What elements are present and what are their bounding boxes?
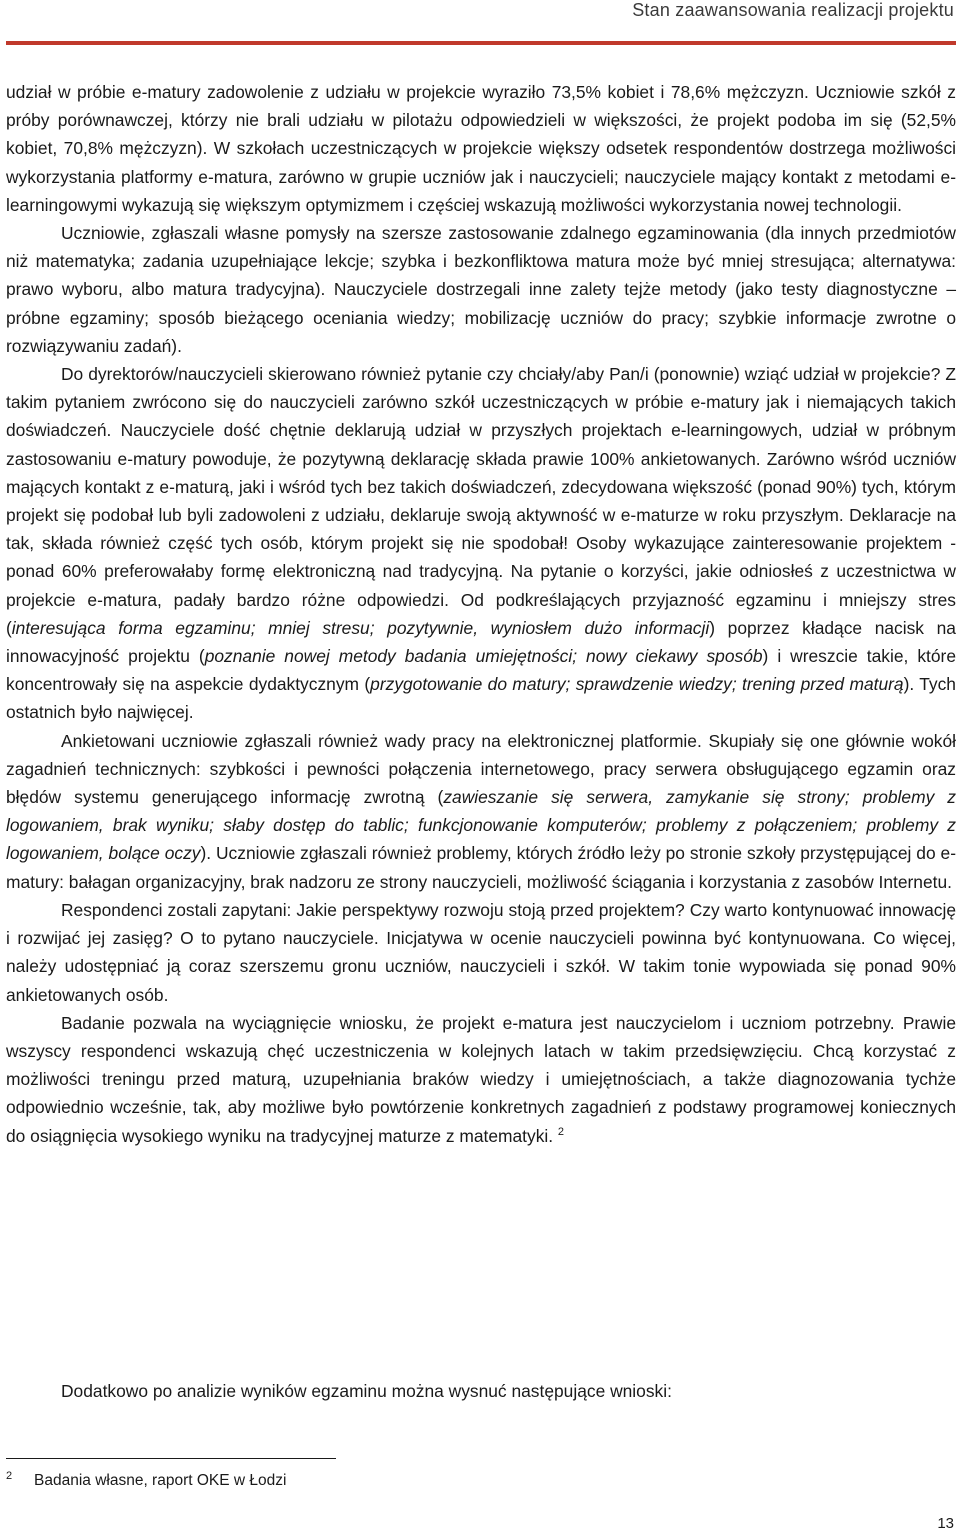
- text-run: Do dyrektorów/nauczycieli skierowano również pytanie czy chciały/aby Pan/i (ponownie) wziąć udział w projekcie? Z takim pytaniem zwrócono się do nauczycieli zarówno szkół uczestniczących w próbie e-matury jak i niemających takich doświadczeń. Nauczyciele dość chętnie deklarują udział w przyszłych projektach e-learningowych, udział w próbnym zastosowaniu e-matury powoduje, że pozytywną deklarację składa prawie 100% ankietowanych. Zarówno wśród uczniów mających kontakt z e-maturą, jaki i wśród tych bez takich doświadczeń, zdecydowana większość (ponad 90%) tych, którym projekt się podobał lub byli zadowoleni z udziału, deklaruje swoją aktywność w e-maturze w roku przyszłym. Deklaracje na tak, składa również część tych osób, którym projekt się nie spodobał! Osoby wykazujące zainteresowanie projektem - ponad 60% preferowałaby formę elektroniczną nad tradycyjną. Na pytanie o korzyści, jakie odniosłeś z uczestnictwa w projekcie e-matura, padały bardzo różne odpowiedzi. Od podkreślających przyjazność egzaminu i mniejszy stres (: [6, 364, 956, 638]
- italic-quote: zawieszanie się serwera, zamykanie się strony; problemy z logowaniem, brak wyniku; słaby dostęp do tablic; funkcjonowanie komputerów; problemy z połączeniem; problemy z logowaniem, bolące oczy: [6, 787, 956, 864]
- page-number: 13: [937, 1515, 954, 1532]
- italic-quote: poznanie nowej metody badania umiejętności; nowy ciekawy sposób: [204, 646, 763, 667]
- text-run: ). Uczniowie zgłaszali również problemy, których źródło leży po stronie szkoły przystępującej do e-matury: bałagan organizacyjny, brak nadzoru ze strony nauczycieli, możliwość ściągania i korzystania z zasobów Internetu.: [6, 843, 956, 892]
- running-header: Stan zaawansowania realizacji projektu: [632, 0, 954, 20]
- text-run: ) poprzez kładące nacisk na innowacyjność projektu (: [6, 617, 956, 667]
- text-run: Badanie pozwala na wyciągnięcie wniosku, że projekt e-matura jest nauczycielom i uczniom potrzebny. Prawie wszyscy respondenci wskazują chęć uczestniczenia w kolejnych latach w takim przedsięwzięciu. Chcą korzystać z możliwości treningu przed maturą, uzupełniania braków wiedzy i umiejętnościach, a także diagnozowania tychże odpowiednio wcześnie, tak, aby możliwe było powtórzenie konkretnych zagadnień z podstawy programowej koniecznych do osiągnięcia wysokiego wyniku na tradycyjnej maturze z matematyki.: [6, 1012, 956, 1146]
- header-rule: [6, 41, 956, 45]
- footnote-reference: 2: [557, 1125, 565, 1138]
- text-run: udział w próbie e-matury zadowolenie z udziału w projekcie wyraziło 73,5% kobiet i 78,6% mężczyzn. Uczniowie szkół z próby porównawczej, którzy nie brali udziału w pilotażu odpowiedzieli w większości, że projekt podoba im się (52,5% kobiet, 70,8% mężczyzn). W szkołach uczestniczących w projekcie większy odsetek respondentów dostrzega możliwości wykorzystania platformy e-matura, zarówno w grupie uczniów jak i nauczycieli; nauczyciele mający kontakt z metodami e-learningowymi wykazują się większym optymizmem i częściej wskazują możliwości wykorzystania nowej technologii.: [6, 82, 956, 215]
- footnote-text: Badania własne, raport OKE w Łodzi: [34, 1472, 287, 1489]
- paragraph: [6, 896, 956, 1009]
- body-text: [6, 78, 956, 1150]
- conclusion-lead: Dodatkowo po analizie wyników egzaminu można wysnuć następujące wnioski:: [61, 1381, 672, 1401]
- paragraph: [6, 727, 956, 896]
- paragraph: [6, 360, 956, 727]
- footnote-separator: [6, 1458, 336, 1459]
- italic-quote: interesująca forma egzaminu; mniej stresu; pozytywnie, wyniosłem dużo informacji: [11, 617, 710, 638]
- text-run: ). Tych ostatnich było najwięcej.: [6, 674, 956, 723]
- paragraph: [6, 78, 956, 219]
- paragraph: [6, 219, 956, 360]
- text-run: ) i wreszcie takie, które koncentrowały się na aspekcie dydaktycznym (: [6, 646, 956, 695]
- text-run: Respondenci zostali zapytani: Jakie perspektywy rozwoju stoją przed projektem? Czy warto kontynuować innowację i rozwijać jej zasięg? O to pytano nauczyciele. Inicjatywa w ocenie nauczycieli powinna być kontynuowana. Co więcej, należy udostępniać ją coraz szerszemu gronu uczniów, nauczycieli i szkół. W takim tonie wypowiada się ponad 90% ankietowanych osób.: [6, 899, 956, 1005]
- footnote: 2 Badania własne, raport OKE w Łodzi: [6, 1469, 287, 1489]
- text-run: Uczniowie, zgłaszali własne pomysły na szersze zastosowanie zdalnego egzaminowania (dla innych przedmiotów niż matematyka; zadania uzupełniające lekcje; szybka i bezkonfliktowa matura może być mniej stresująca; alternatywa: prawo wyboru, albo matura tradycyjna). Nauczyciele dostrzegali inne zalety tejże metody (jako testy diagnostyczne – próbne egzaminy; sposób bieżącego oceniania wiedzy; mobilizację uczniów do pracy; szybkie informacje zwrotne o rozwiązywaniu zadań).: [6, 223, 956, 356]
- text-run: Ankietowani uczniowie zgłaszali również wady pracy na elektronicznej platformie. Skupiały się one głównie wokół zagadnień technicznych: szybkości i pewności połączenia internetowego, pracy serwera obsługującego egzamin oraz błędów systemu generującego informację zwrotną (: [6, 730, 956, 808]
- paragraph: [6, 1009, 956, 1150]
- italic-quote: przygotowanie do matury; sprawdzenie wiedzy; trening przed maturą: [370, 674, 904, 695]
